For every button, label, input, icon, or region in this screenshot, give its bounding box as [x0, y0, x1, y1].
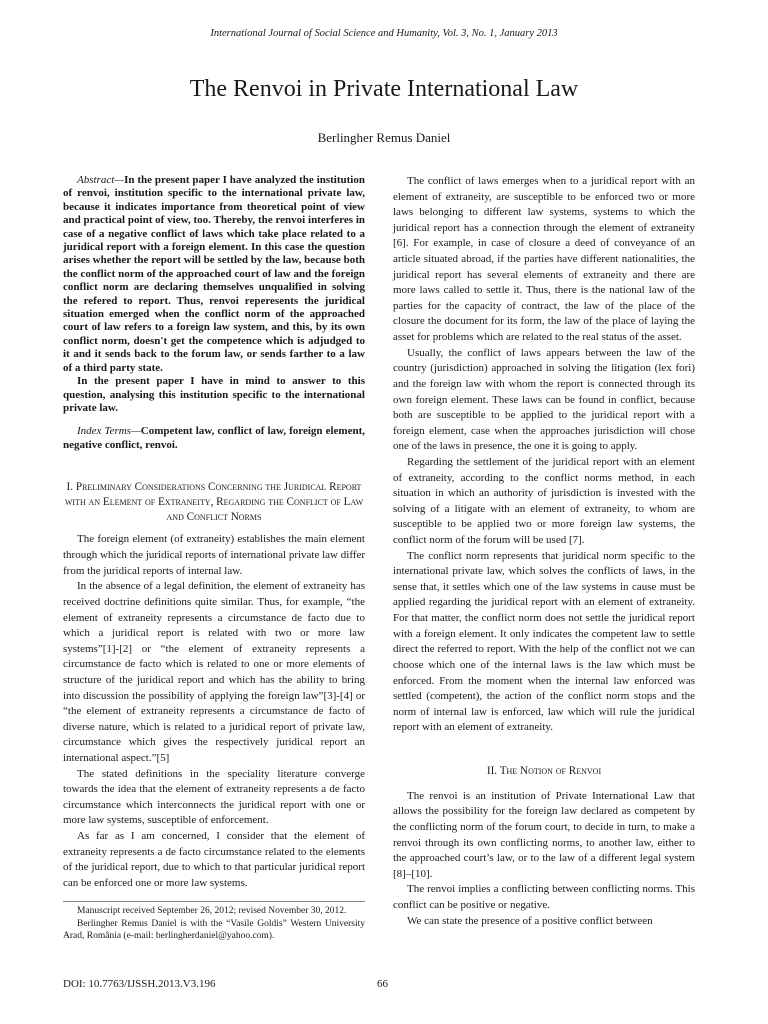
section-1-paragraph: The foreign element (of extraneity) establishes the main element through which the juridical reports of international private law differ from the juridical reports of internal law. — [63, 533, 365, 577]
body-paragraph: The conflict norm represents that juridical norm specific to the international private law, which solves the conflicts of laws, in the sense that, it settles which one of the law systems in cause must be applied regarding the juridical report with an element of extraneity. For that matter, the conflict norm does not settle the juridical report with a foreign element. It only indicates the competent law to settle direct the referred to report. With the help of the conflict not we can choose which one of the internal laws is the law which must be enforced. From the moment when the internal law enforced was settled (competent), the action of the conflict norm stops and the norm of internal law is enforced, law which will rule the juridical report with an element of extraneity. — [393, 549, 695, 734]
right-column — [393, 174, 695, 929]
section-2-paragraph: We can state the presence of a positive conflict between — [407, 914, 653, 927]
abstract-paragraph-2: In the present paper I have in mind to answer to this question, analysing this institution specific to the international private law. — [63, 375, 365, 414]
page-number: 66 — [377, 978, 388, 990]
section-1-paragraph: As far as I am concerned, I consider that the element of extraneity represents a de facto circumstance related to the elements of the juridical report, due to which to that particular juridical report can be enforced one or more law systems. — [63, 830, 365, 889]
section-1-paragraph: In the absence of a legal definition, the element of extraneity has received doctrine definitions quite similar. Thus, for example, “the element of extraneity represents a circumstance de facto due to which a juridical report is related with two or more law systems”[1]-[2] or “the element of extraneity represents a circumstance de facto which is related to one or more elements of structure of the juridical report and which has the ability to bring into discussion the possibility of applying the foreign law”[3]-[4] or “the element of extraneity represents a circumstance de facto of diverse nature, which is related to a juridical report of private law, circumstance which gives the respectively juridical report an international aspect.”[5] — [63, 580, 365, 764]
section-2-heading: II. The Notion of Renvoi — [486, 764, 602, 777]
body-paragraph: The conflict of laws emerges when to a juridical report with an element of extraneity, are susceptible to be enforced two or more laws belonging to different law systems, systems to which the juridical report has a connection through the element of extraneity [6]. For example, in case of closure a deed of conveyance of an article situated abroad, if the parties have different nationalities, the juridical report has several elements of extraneity and there are more laws called to settle it. Thus, there is the national law of the parties for the capacity of contract, the law of the place of the closure the document for its form, the law of the place of laying the asset for problems which are related to the real status of the asset. — [393, 175, 695, 344]
index-terms-text: Competent law, conflict of law, foreign element, negative conflict, renvoi. — [63, 425, 365, 451]
paper-title: The Renvoi in Private International Law — [189, 76, 579, 102]
abstract — [63, 174, 365, 375]
left-column — [63, 174, 365, 943]
abstract-lead: Abstract— — [77, 174, 125, 186]
section-2-paragraph: The renvoi is an institution of Private International Law that allows the possibility for the foreign law declared as competent by the conflicting norm of the forum court, to decide in turn, to make a renvoi through its own conflicting norms, to another law, either to the approached court’s law, or to the law of a different legal system [8]–[10]. — [393, 789, 695, 880]
index-terms-lead: Index Terms— — [77, 425, 141, 438]
footnote-received: Manuscript received September 26, 2012; revised November 30, 2012. — [63, 901, 365, 917]
section-1-heading: I. Preliminary Considerations Concerning the Juridical Report with an Element of Extraneity, Regarding the Conflict of Law and Conflict Norms — [64, 481, 364, 523]
section-1-paragraph: The stated definitions in the speciality literature converge towards the idea that the element of extraneity represents a de facto circumstance which interconnects the juridical report with one or more law systems, susceptible of enforcement. — [63, 767, 365, 827]
section-2-paragraph: The renvoi implies a conflicting between conflicting norms. This conflict can be positive or negative. — [393, 883, 695, 911]
journal-header: International Journal of Social Science and Humanity, Vol. 3, No. 1, January 2013 — [210, 28, 558, 39]
abstract-text: In the present paper I have analyzed the institution of renvoi, institution specific to the international private law, because it indicates importance from theoretical point of view and practical point of view, too. Thereby, the renvoi interferes in case of a negative conflict of laws which take place related to a juridical report with a foreign element. In this case the question arises whether the report will be settled by the law, because both the conflict norm of the approached court of law and the foreign conflict norm are declaring themselves unqualified in solving the refered to report. Thus, renvoi reperesents the juridical situation emerged when the conflict norm of the approached court of law refers to a foreign law system, and this, by its own conflict norm, doesn't get the competence which is adjudged to it and it sends back to the forum law, or sends farther to a law of a third party state. — [63, 174, 365, 374]
index-terms — [63, 425, 365, 452]
footnote-affiliation: Berlingher Remus Daniel is with the “Vasile Goldis” Western University Arad, România (e-mail: berlingherdaniel@yahoo.com). — [63, 918, 365, 942]
doi: DOI: 10.7763/IJSSH.2013.V3.196 — [63, 978, 216, 990]
paper-author: Berlingher Remus Daniel — [317, 130, 451, 145]
body-paragraph: Usually, the conflict of laws appears between the law of the country (jurisdiction) approached in solving the litigation (lex fori) and the foreign law with whom the report is connected through its own foreign element. These laws can be found in conflict, because both are susceptible to be applied to the juridical report with a foreign element, case when the approaches jurisdiction will chose one of the laws in presence, the one it is going to apply. — [393, 346, 695, 453]
body-paragraph: Regarding the settlement of the juridical report with an element of extraneity, according to the conflict norms method, in each situation in which an authority of jurisdiction is invested with the solving of a litigate with an element of extraneity, to whom are susceptible to be applied two or more foreign law systems, the conflict norm of the forum will be used [7]. — [393, 455, 695, 547]
